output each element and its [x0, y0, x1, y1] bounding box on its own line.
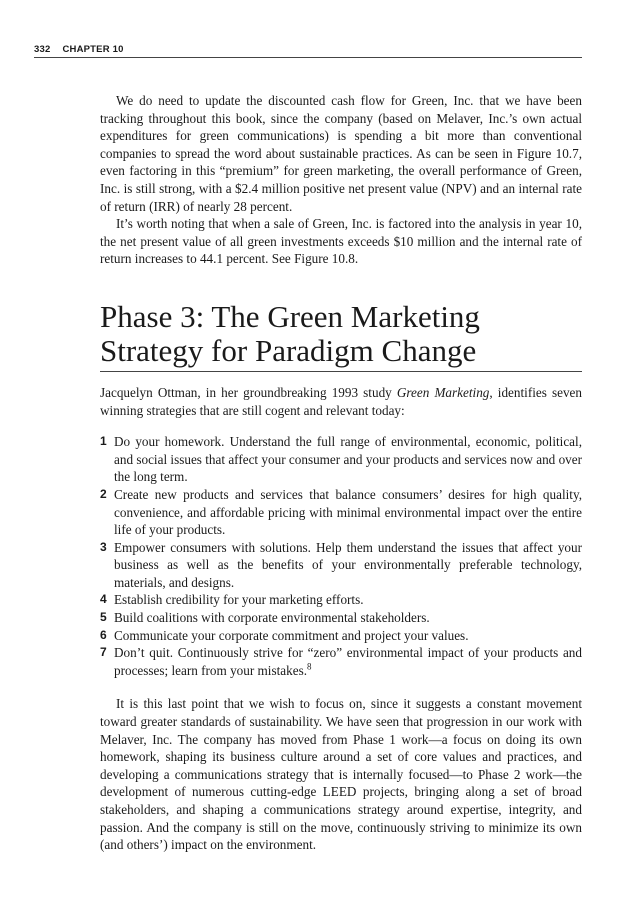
intro-paragraph-2: It’s worth noting that when a sale of Green, Inc. is factored into the analysis in year 10, the net present value of all green investments exceeds $10 million and the internal rate of return increases to 44.1 percent. See Figure 10.8. [100, 216, 582, 267]
strategy-text: Communicate your corporate commitment and project your values. [114, 627, 469, 643]
strategy-number: 7 [100, 645, 107, 660]
strategy-number: 4 [100, 592, 107, 607]
strategy-item [100, 627, 582, 645]
intro-paragraph-1: We do need to update the discounted cash flow for Green, Inc. that we have been tracking throughout this book, since the company (based on Melaver, Inc.’s own actual expenditures for green communications) is spending a bit more than conventional companies to spread the word about sustainable practices. As can be seen in Figure 10.7, even factoring in this “premium” for green marketing, the overall performance of Green, Inc. is still strong, with a $2.4 million positive net present value (NPV) and an internal rate of return (IRR) of nearly 28 percent. [100, 93, 582, 214]
strategy-item [100, 486, 582, 539]
strategy-text: Build coalitions with corporate environmental stakeholders. [114, 610, 430, 626]
strategy-number: 1 [100, 434, 107, 449]
page-number: 332 [34, 44, 51, 55]
section-heading: Phase 3: The Green Marketing Strategy for Paradigm Change [100, 300, 582, 372]
strategy-text: Create new products and services that balance consumers’ desires for high quality, convenience, and affordable pricing with minimal environmental impact over the entire life of your products. [114, 486, 582, 538]
strategy-item [100, 644, 582, 679]
footnote-marker: 8 [307, 661, 312, 672]
strategy-text: Don’t quit. Continuously strive for “zero” environmental impact of your products and processes; learn from your mistakes. [114, 645, 582, 678]
running-head [34, 44, 582, 58]
section-lead-paragraph [100, 384, 582, 419]
book-title: Green Marketing [396, 384, 490, 400]
closing-paragraph: It is this last point that we wish to focus on, since it suggests a constant movement toward greater standards of sustainability. We have seen that progression in our work with Melaver, Inc. The company has moved from Phase 1 work—a focus on doing its own homework, shaping its business culture around a set of core values and practices, and developing a communications strategy that is internally focused—to Phase 2 work—the development of numerous cutting-edge LEED projects, bringing along a set of broad stakeholders, and shaping a communications strategy around expertise, integrity, and passion. And the company is still on the move, continuously striving to minimize its own (and others’) impact on the environment. [100, 696, 582, 853]
strategy-item [100, 539, 582, 592]
page-body [100, 92, 582, 854]
lead-text-before: Jacquelyn Ottman, in her groundbreaking 1993 study [100, 384, 397, 400]
strategy-number: 2 [100, 486, 107, 501]
strategy-item [100, 591, 582, 609]
strategy-number: 3 [100, 539, 107, 554]
strategy-number: 6 [100, 627, 107, 642]
strategy-text: Do your homework. Understand the full range of environmental, economic, political, and social issues that affect your consumer and your products and services now and over the long term. [114, 434, 582, 485]
chapter-label: CHAPTER 10 [62, 44, 124, 55]
lead-text-after: , identifies seven winning strategies that are still cogent and relevant today: [100, 384, 582, 418]
strategy-list [100, 433, 582, 679]
strategy-item [100, 433, 582, 486]
strategy-text: Establish credibility for your marketing efforts. [114, 592, 364, 608]
strategy-number: 5 [100, 610, 107, 625]
strategy-item [100, 609, 582, 627]
strategy-text: Empower consumers with solutions. Help them understand the issues that affect your business as well as the benefits of your environmentally preferable technology, materials, and designs. [114, 539, 582, 590]
